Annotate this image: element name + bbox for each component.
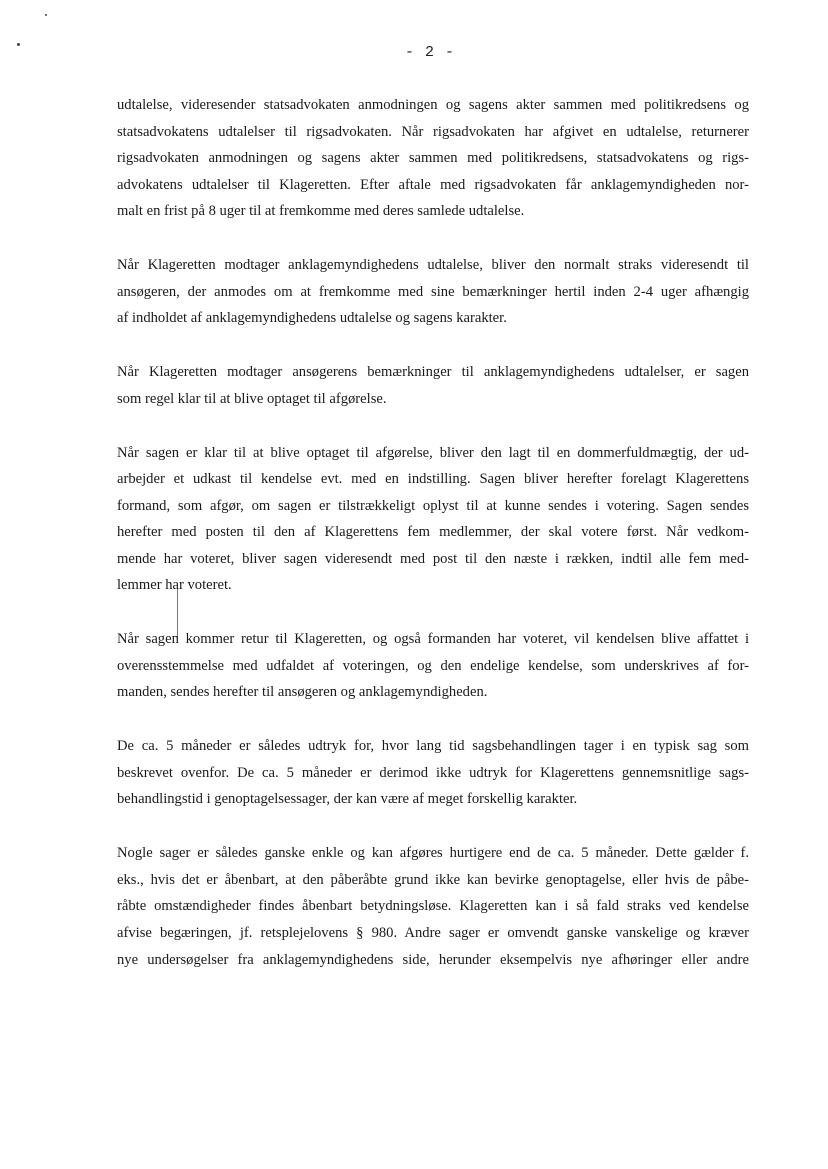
text-line: advokatens udtalelser til Klageretten. Efter aftale med rigsadvokaten får anklagemyndigheden nor- bbox=[117, 176, 749, 193]
text-line: mende har voteret, bliver sagen videresendt med post til den næste i rækken, indtil alle fem med- bbox=[117, 550, 749, 567]
paragraph bbox=[117, 626, 749, 706]
text-line: arbejder et udkast til kendelse evt. med en indstilling. Sagen bliver herefter forelagt Klagerettens bbox=[117, 471, 749, 488]
text-line: ansøgeren, der anmodes om at fremkomme med sine bemærkninger hertil inden 2-4 uger afhængig bbox=[117, 283, 749, 300]
document-body bbox=[117, 92, 749, 1000]
paragraph bbox=[117, 252, 749, 332]
text-line: statsadvokatens udtalelser til rigsadvokaten. Når rigsadvokaten har afgivet en udtalelse, returnerer bbox=[117, 123, 749, 140]
text-line: udtalelse, videresender statsadvokaten anmodningen og sagens akter sammen med politikredsens og bbox=[117, 97, 749, 113]
text-line: eks., hvis det er åbenbart, at den påberåbte grund ikke kan bevirke genoptagelse, eller hvis de påbe- bbox=[117, 871, 749, 888]
text-line: formand, som afgør, om sagen er tilstrækkeligt oplyst til at kunne sendes i votering. Sagen sendes bbox=[117, 497, 749, 514]
paragraph bbox=[117, 440, 749, 600]
paragraph bbox=[117, 733, 749, 813]
paragraph bbox=[117, 359, 749, 412]
text-line: beskrevet ovenfor. De ca. 5 måneder er derimod ikke udtryk for Klagerettens gennemsnitlige sags- bbox=[117, 764, 749, 781]
text-line: manden, sendes herefter til ansøgeren og anklagemyndigheden. bbox=[117, 684, 488, 701]
scan-speck bbox=[45, 14, 47, 16]
text-line: Når sagen kommer retur til Klageretten, og også formanden har voteret, vil kendelsen blive affattet i bbox=[117, 631, 749, 648]
text-line: afvise begæringen, jf. retsplejelovens § 980. Andre sager er omvendt ganske vanskelige og kræver bbox=[117, 924, 749, 941]
text-line: malt en frist på 8 uger til at fremkomme med deres samlede udtalelse. bbox=[117, 203, 525, 220]
text-line: nye undersøgelser fra anklagemyndighedens side, herunder eksempelvis nye afhøringer eller andre bbox=[117, 951, 749, 968]
text-line: Når Klageretten modtager anklagemyndighedens udtalelse, bliver den normalt straks videresendt til bbox=[117, 257, 749, 274]
text-line: som regel klar til at blive optaget til afgørelse. bbox=[117, 390, 387, 407]
text-line: Nogle sager er således ganske enkle og kan afgøres hurtigere end de ca. 5 måneder. Dette gælder f. bbox=[117, 845, 749, 862]
text-line: Når sagen er klar til at blive optaget til afgørelse, bliver den lagt til en dommerfuldmægtig, der ud- bbox=[117, 444, 749, 461]
text-line: overensstemmelse med udfaldet af voteringen, og den endelige kendelse, som underskrives af for- bbox=[117, 657, 749, 674]
page-number: - 2 - bbox=[404, 44, 455, 61]
paragraph bbox=[117, 840, 749, 973]
text-line: lemmer har voteret. bbox=[117, 577, 232, 594]
text-line: rigsadvokaten anmodningen og sagens akter sammen med politikredsens, statsadvokatens og rigs- bbox=[117, 150, 749, 167]
text-line: Når Klageretten modtager ansøgerens bemærkninger til anklagemyndighedens udtalelser, er sagen bbox=[117, 364, 749, 381]
text-line: herefter med posten til den af Klagerettens fem medlemmer, der skal votere først. Når vedkom- bbox=[117, 524, 749, 541]
paragraph bbox=[117, 92, 749, 225]
text-line: råbte omstændigheder findes åbenbart betydningsløse. Klageretten kan i så fald straks ved kendelse bbox=[117, 898, 749, 915]
text-line: af indholdet af anklagemyndighedens udtalelse og sagens karakter. bbox=[117, 310, 507, 327]
text-line: De ca. 5 måneder er således udtryk for, hvor lang tid sagsbehandlingen tager i en typisk sag som bbox=[117, 738, 749, 755]
text-line: behandlingstid i genoptagelsessager, der kan være af meget forskellig karakter. bbox=[117, 791, 578, 808]
